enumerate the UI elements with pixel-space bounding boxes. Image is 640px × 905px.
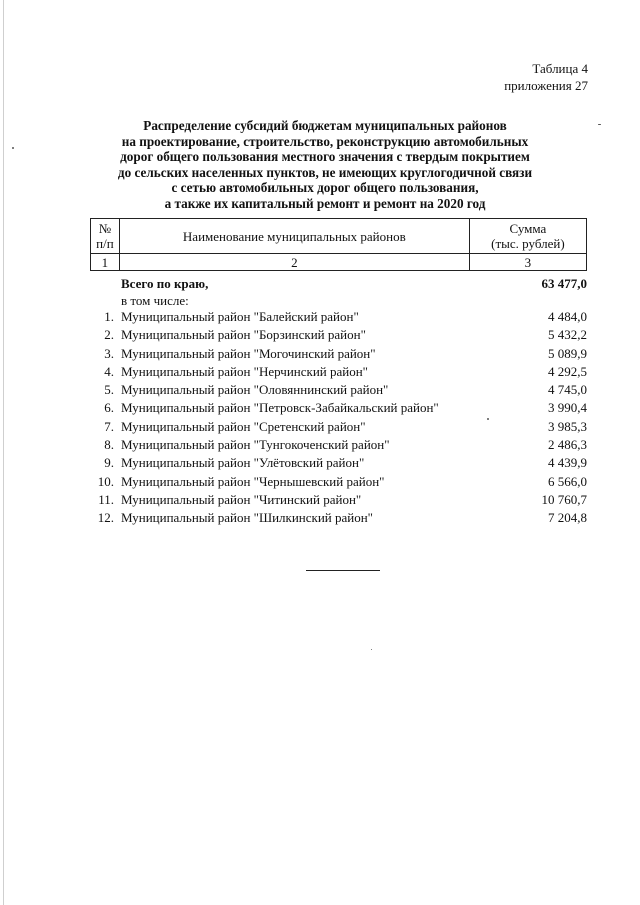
district-row: [90, 326, 590, 344]
row-number: 12.: [97, 510, 114, 526]
row-sum: 4 745,0: [548, 382, 587, 398]
row-sum: 4 292,5: [548, 363, 587, 379]
header-sum-cell: [469, 219, 586, 254]
district-row: [90, 491, 590, 509]
header-num-cell: [91, 219, 120, 254]
caption-appendix: приложения 27: [504, 78, 588, 93]
row-number: 7.: [104, 418, 114, 434]
row-number: 11.: [98, 491, 114, 507]
subheading-row: [90, 292, 590, 308]
row-sum: 4 439,9: [548, 455, 587, 471]
district-row: [90, 308, 590, 326]
header-row: [91, 219, 587, 254]
row-district-name: Муниципальный район "Балейский район": [121, 309, 359, 324]
row-number: 4.: [104, 363, 114, 379]
district-row: [90, 436, 590, 454]
row-district-name: Муниципальный район "Чернышевский район": [121, 473, 385, 489]
column-number-row: [91, 254, 587, 271]
district-row: [90, 363, 590, 381]
total-value: 63 477,0: [541, 276, 587, 291]
row-number: 2.: [104, 327, 114, 343]
total-label: Всего по краю,: [121, 276, 209, 291]
row-number: 3.: [104, 345, 114, 361]
title-line: Распределение субсидий бюджетам муниципальных районов: [143, 118, 507, 133]
column-number: 3: [469, 254, 586, 271]
district-row: [90, 418, 590, 436]
header-num-line2: п/п: [96, 236, 114, 251]
document-title: [90, 118, 560, 211]
row-number: 8.: [104, 437, 114, 453]
row-district-name: Муниципальный район "Могочинский район": [121, 345, 376, 361]
row-district-name: Муниципальный район "Улётовский район": [121, 455, 365, 471]
end-separator-line: [306, 570, 380, 571]
row-number: 10.: [97, 473, 114, 489]
title-line: дорог общего пользования местного значения с твердым покрытием: [120, 149, 530, 164]
scan-edge-line: [3, 0, 4, 905]
table-body: [90, 275, 590, 528]
district-row: [90, 345, 590, 363]
column-number: 1: [91, 254, 120, 271]
row-sum: 7 204,8: [548, 510, 587, 526]
scan-speck: [371, 649, 372, 650]
title-line: а также их капитальный ремонт и ремонт на 2020 год: [164, 195, 486, 211]
district-row: [90, 399, 590, 417]
row-number: 6.: [104, 400, 114, 416]
district-row: [90, 454, 590, 472]
column-number: 2: [119, 254, 469, 271]
row-sum: 4 484,0: [548, 309, 587, 324]
header-num-line1: №: [98, 221, 112, 236]
row-sum: 3 990,4: [548, 400, 587, 416]
table-header: [90, 218, 587, 271]
row-number: 1.: [104, 309, 114, 324]
row-district-name: Муниципальный район "Сретенский район": [121, 418, 366, 434]
caption-table-number: Таблица 4: [532, 61, 588, 76]
row-sum: 5 432,2: [548, 327, 587, 343]
row-district-name: Муниципальный район "Нерчинский район": [121, 363, 368, 379]
district-row: [90, 381, 590, 399]
row-number: 5.: [104, 382, 114, 398]
table-caption: [504, 60, 588, 94]
district-row: [90, 473, 590, 491]
row-sum: 2 486,3: [548, 437, 587, 453]
title-line: с сетью автомобильных дорог общего пользования,: [171, 180, 479, 195]
scan-speck: [598, 124, 601, 125]
title-line: на проектирование, строительство, реконструкцию автомобильных: [121, 133, 529, 149]
row-district-name: Муниципальный район "Петровск-Забайкальский район": [121, 400, 439, 416]
row-district-name: Муниципальный район "Тунгокоченский район": [121, 437, 390, 453]
scan-speck: [487, 418, 489, 420]
header-sum-line1: Сумма: [509, 221, 547, 236]
row-sum: 5 089,9: [548, 345, 587, 361]
district-rows: [90, 308, 590, 528]
total-row: [90, 275, 590, 292]
row-district-name: Муниципальный район "Оловяннинский район": [121, 382, 389, 398]
scan-speck: [12, 147, 14, 149]
subheading-label: в том числе:: [121, 293, 189, 308]
header-name-cell: Наименование муниципальных районов: [119, 219, 469, 254]
row-district-name: Муниципальный район "Шилкинский район": [121, 510, 373, 526]
row-district-name: Муниципальный район "Борзинский район": [121, 327, 366, 343]
title-line: до сельских населенных пунктов, не имеющих круглогодичной связи: [117, 164, 533, 180]
row-sum: 6 566,0: [548, 473, 587, 489]
district-row: [90, 509, 590, 527]
row-sum: 3 985,3: [548, 418, 587, 434]
row-sum: 10 760,7: [541, 491, 587, 507]
row-district-name: Муниципальный район "Читинский район": [121, 491, 362, 507]
row-number: 9.: [104, 455, 114, 471]
header-sum-line2: (тыс. рублей): [491, 236, 565, 251]
